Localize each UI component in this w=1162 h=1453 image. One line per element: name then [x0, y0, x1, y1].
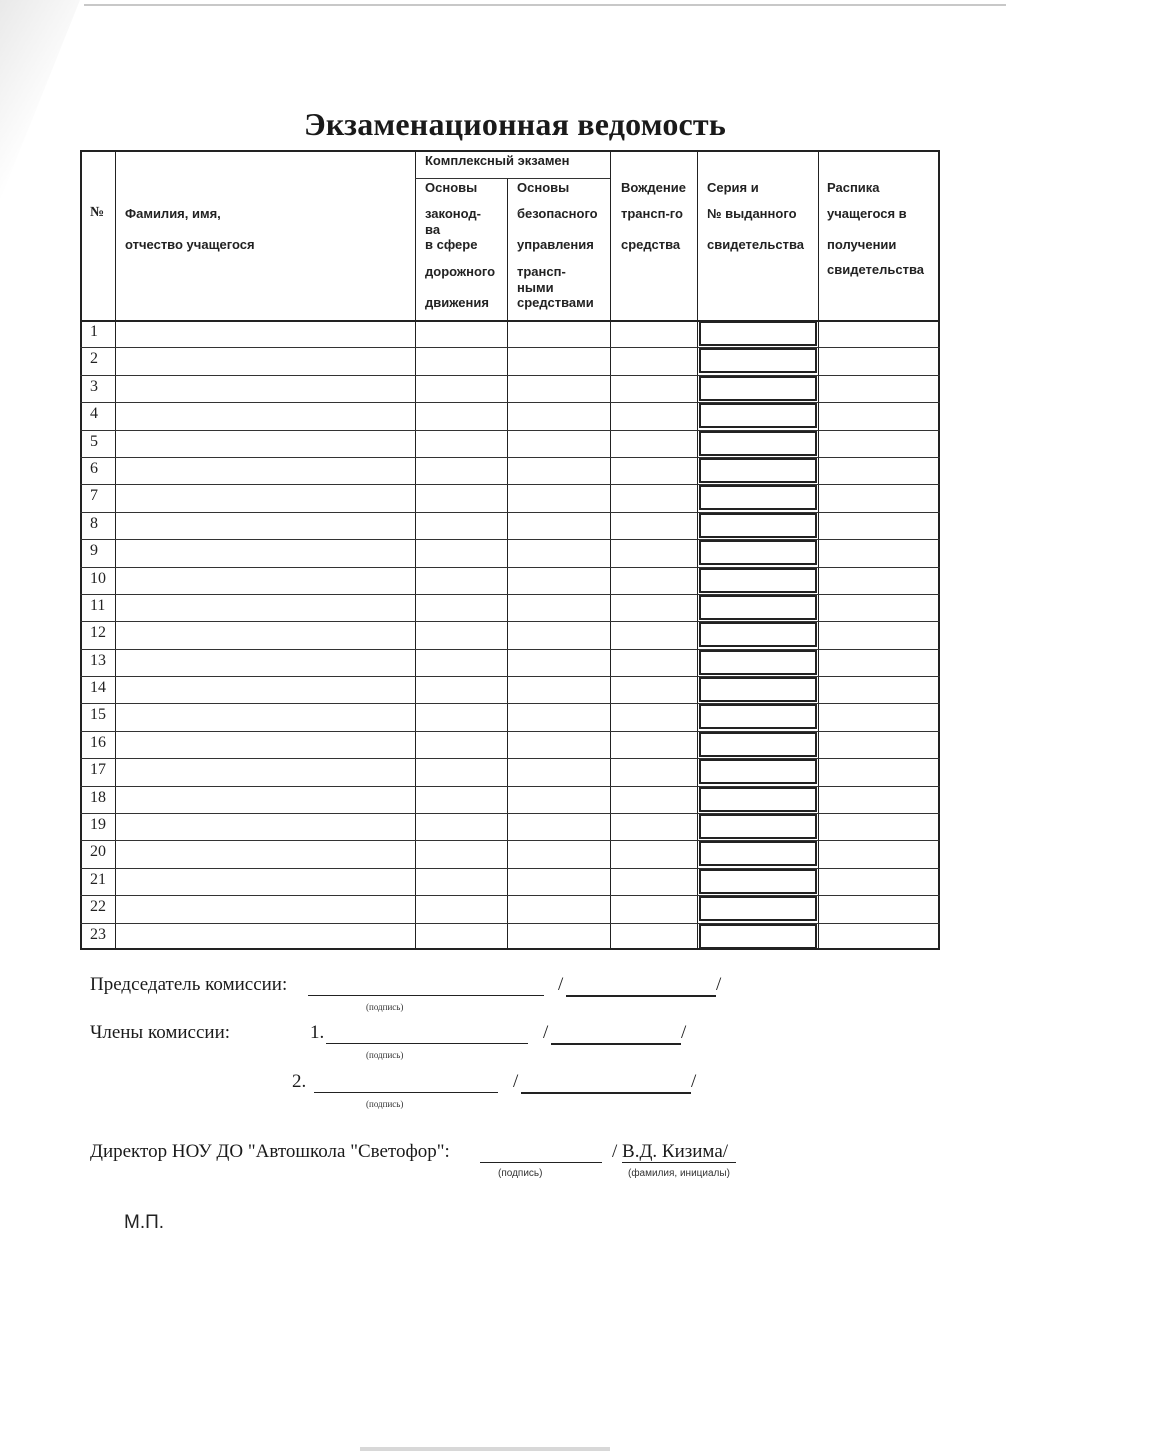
member2-slash-right: / [691, 1071, 697, 1092]
certificate-cell [699, 595, 817, 620]
row-number: 21 [90, 870, 106, 888]
chairman-name-line [566, 995, 716, 997]
row-number: 2 [90, 350, 98, 368]
row-number: 17 [90, 761, 106, 779]
header-law-1: Основы [425, 180, 478, 195]
header-receipt-4: свидетельства [827, 262, 925, 277]
header-name-line2: отчество учащегося [125, 237, 255, 252]
member2-number: 2. [292, 1071, 307, 1092]
director-signature-line [480, 1162, 602, 1163]
header-safe-4: трансп- [517, 264, 566, 279]
row-number: 15 [90, 706, 106, 724]
document-title: Экзаменационная ведомость [304, 106, 726, 142]
col-divider [818, 150, 819, 950]
member2-caption: (подпись) [366, 1099, 404, 1109]
certificate-cell [699, 814, 817, 839]
header-receipt-3: получении [827, 237, 897, 252]
certificate-cell [699, 896, 817, 921]
scan-top-edge [84, 4, 1006, 6]
row-number: 7 [90, 487, 98, 505]
row-number: 18 [90, 788, 106, 806]
members-label: Члены комиссии: [90, 1022, 231, 1043]
certificate-cell [699, 376, 817, 401]
header-cert-3: свидетельства [707, 237, 805, 252]
member1-signature-line [326, 1043, 528, 1044]
certificate-cell [699, 321, 817, 346]
exam-table [80, 150, 940, 950]
certificate-cell [699, 650, 817, 675]
certificate-cell [699, 403, 817, 428]
row-number: 5 [90, 432, 98, 450]
header-cert-2: № выданного [707, 206, 797, 221]
row-number: 3 [90, 377, 98, 395]
scan-bottom-edge [360, 1447, 610, 1451]
header-driving-3: средства [621, 237, 681, 252]
header-safe-6: средствами [517, 295, 594, 310]
director-signature-caption: (подпись) [498, 1168, 543, 1179]
certificate-cell [699, 841, 817, 866]
chairman-slash-right: / [716, 974, 722, 995]
row-number: 10 [90, 569, 106, 587]
col-divider [697, 150, 698, 950]
row-number: 12 [90, 624, 106, 642]
header-driving-1: Вождение [621, 180, 686, 195]
row-number: 13 [90, 651, 106, 669]
header-safe-3: управления [517, 237, 594, 252]
header-safe-2: безопасного [517, 206, 598, 221]
header-name-line1: Фамилия, имя, [125, 206, 221, 221]
col-divider [415, 150, 416, 950]
certificate-cell [699, 540, 817, 565]
col-divider [507, 178, 508, 950]
member2-slash-left: / [513, 1071, 519, 1092]
header-complex-exam: Комплексный экзамен [425, 153, 570, 168]
header-safe-1: Основы [517, 180, 570, 195]
director-name-caption: (фамилия, инициалы) [628, 1168, 730, 1179]
certificate-cell [699, 759, 817, 784]
header-law-3: ва [425, 222, 441, 237]
certificate-cell [699, 924, 817, 949]
member1-name-line [551, 1043, 681, 1045]
certificate-cell [699, 787, 817, 812]
member1-number: 1. [310, 1022, 325, 1043]
chairman-caption: (подпись) [366, 1002, 404, 1012]
header-number: № [90, 205, 105, 220]
row-number: 14 [90, 679, 106, 697]
row-number: 23 [90, 925, 106, 943]
certificate-cell [699, 485, 817, 510]
certificate-cell [699, 458, 817, 483]
row-number: 16 [90, 733, 106, 751]
col-divider [610, 150, 611, 950]
director-name-underline [622, 1162, 736, 1163]
header-cert-1: Серия и [707, 180, 759, 195]
chairman-slash-left: / [558, 974, 564, 995]
certificate-cell [699, 732, 817, 757]
row-number: 4 [90, 405, 98, 423]
col-divider [115, 150, 116, 950]
director-label: Директор НОУ ДО "Автошкола "Светофор": [90, 1141, 450, 1162]
header-law-2: законод- [425, 206, 481, 221]
chairman-signature-line [308, 995, 544, 996]
certificate-cell [699, 431, 817, 456]
header-law-4: в сфере [425, 237, 478, 252]
certificate-cell [699, 348, 817, 373]
row-number: 11 [90, 596, 106, 614]
certificate-cell [699, 513, 817, 538]
header-driving-2: трансп-го [621, 206, 683, 221]
member1-slash-right: / [681, 1022, 687, 1043]
header-receipt-1: Распика [827, 180, 880, 195]
scan-edge-shadow [0, 0, 80, 200]
header-safe-5: ными [517, 280, 554, 295]
certificate-cell [699, 568, 817, 593]
row-number: 8 [90, 514, 98, 532]
certificate-cell [699, 677, 817, 702]
chairman-label: Председатель комиссии: [90, 974, 288, 995]
row-number: 6 [90, 459, 98, 477]
row-number: 9 [90, 542, 98, 560]
row-number: 20 [90, 843, 106, 861]
row-number: 22 [90, 898, 106, 916]
subheader-line [415, 178, 610, 179]
row-number: 19 [90, 816, 106, 834]
certificate-cell [699, 869, 817, 894]
certificate-cell [699, 622, 817, 647]
director-name: / В.Д. Кизима/ [612, 1141, 729, 1162]
member2-name-line [521, 1092, 691, 1094]
row-number: 1 [90, 323, 98, 340]
member1-slash-left: / [543, 1022, 549, 1043]
member2-signature-line [314, 1092, 498, 1093]
header-law-5: дорожного [425, 264, 496, 279]
header-law-6: движения [425, 295, 489, 310]
certificate-cell [699, 704, 817, 729]
header-receipt-2: учащегося в [827, 206, 907, 221]
stamp-place: М.П. [124, 1212, 165, 1233]
member1-caption: (подпись) [366, 1050, 404, 1060]
